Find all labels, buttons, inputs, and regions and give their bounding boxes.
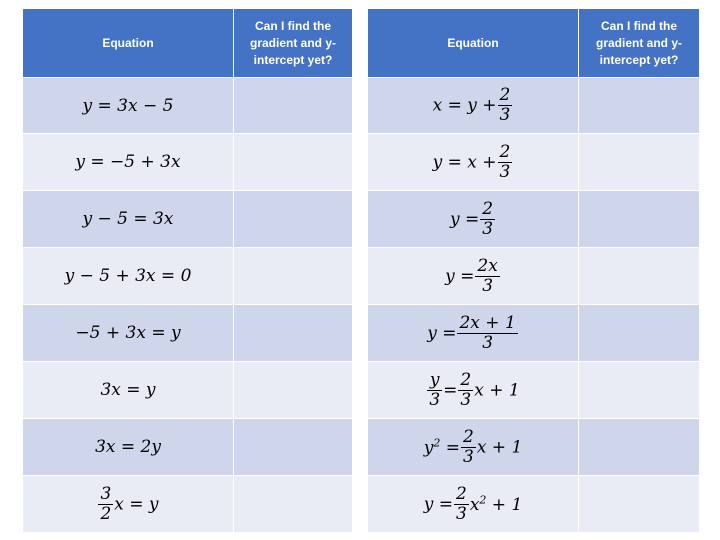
fraction: $\frac{2}{3}$	[460, 369, 472, 410]
fraction: $\frac{2}{3}$	[462, 426, 474, 467]
equation-cell: $\frac{y}{3}$ = $\frac{2}{3}$ x + 1	[368, 362, 579, 419]
table-row	[368, 134, 700, 191]
answer-cell[interactable]	[579, 419, 700, 476]
table-row	[23, 134, 353, 191]
table-row	[23, 476, 353, 533]
table-row	[23, 191, 353, 248]
equation-cell: y = 3x − 5	[23, 78, 234, 134]
table-row	[23, 78, 353, 134]
table-row	[368, 305, 700, 362]
table-row	[368, 419, 700, 476]
equation-cell: y = $\frac{2x + 1}{3}$	[368, 305, 579, 362]
answer-cell[interactable]	[579, 305, 700, 362]
fraction: $\frac{y}{3}$	[429, 369, 441, 410]
equation-cell: y = $\frac{2x}{3}$	[368, 248, 579, 305]
equation-cell: y − 5 = 3x	[23, 191, 234, 248]
equation-cell: y = x + $\frac{2}{3}$	[368, 134, 579, 191]
fraction: $\frac{2}{3}$	[455, 483, 467, 524]
table-row	[23, 419, 353, 476]
table-row	[23, 305, 353, 362]
answer-cell[interactable]	[579, 248, 700, 305]
fraction: $\frac{3}{2}$	[100, 483, 112, 524]
equation-cell: y = $\frac{2}{3}$ $x^2 + 1$	[368, 476, 579, 533]
equation-cell: 3x = 2y	[23, 419, 234, 476]
table-row	[368, 248, 700, 305]
table-row	[23, 362, 353, 419]
answer-cell[interactable]	[234, 248, 353, 305]
equation-header: Equation	[23, 9, 234, 78]
equation-cell: y − 5 + 3x = 0	[23, 248, 234, 305]
answer-cell[interactable]	[579, 78, 700, 134]
equation-cell: $y^2$ = $\frac{2}{3}$ x + 1	[368, 419, 579, 476]
answer-cell[interactable]	[579, 476, 700, 533]
fraction: $\frac{2x + 1}{3}$	[459, 312, 516, 353]
question-header: Can I find the gradient and y-intercept yet?	[234, 9, 353, 78]
table-row	[368, 362, 700, 419]
equation-cell: $\frac{3}{2}$ x = y	[23, 476, 234, 533]
answer-cell[interactable]	[234, 191, 353, 248]
answer-cell[interactable]	[234, 419, 353, 476]
answer-cell[interactable]	[234, 134, 353, 191]
fraction: $\frac{2}{3}$	[499, 141, 511, 182]
answer-cell[interactable]	[234, 476, 353, 533]
answer-cell[interactable]	[579, 362, 700, 419]
equation-cell: −5 + 3x = y	[23, 305, 234, 362]
answer-cell[interactable]	[234, 78, 353, 134]
equation-cell: 3x = y	[23, 362, 234, 419]
equation-header: Equation	[368, 9, 579, 78]
fraction: $\frac{2}{3}$	[499, 85, 511, 125]
answer-cell[interactable]	[234, 362, 353, 419]
question-header: Can I find the gradient and y-intercept yet?	[579, 9, 700, 78]
answer-cell[interactable]	[234, 305, 353, 362]
fraction: $\frac{2x}{3}$	[477, 255, 498, 296]
equation-cell: y = −5 + 3x	[23, 134, 234, 191]
table-row	[23, 248, 353, 305]
right-equation-table	[367, 8, 700, 533]
table-row	[368, 191, 700, 248]
equation-cell: x = y + $\frac{2}{3}$	[368, 78, 579, 134]
answer-cell[interactable]	[579, 191, 700, 248]
answer-cell[interactable]	[579, 134, 700, 191]
fraction: $\frac{2}{3}$	[482, 198, 494, 239]
left-equation-table	[22, 8, 353, 533]
equation-cell: y = $\frac{2}{3}$	[368, 191, 579, 248]
table-row	[368, 476, 700, 533]
table-row	[368, 78, 700, 134]
